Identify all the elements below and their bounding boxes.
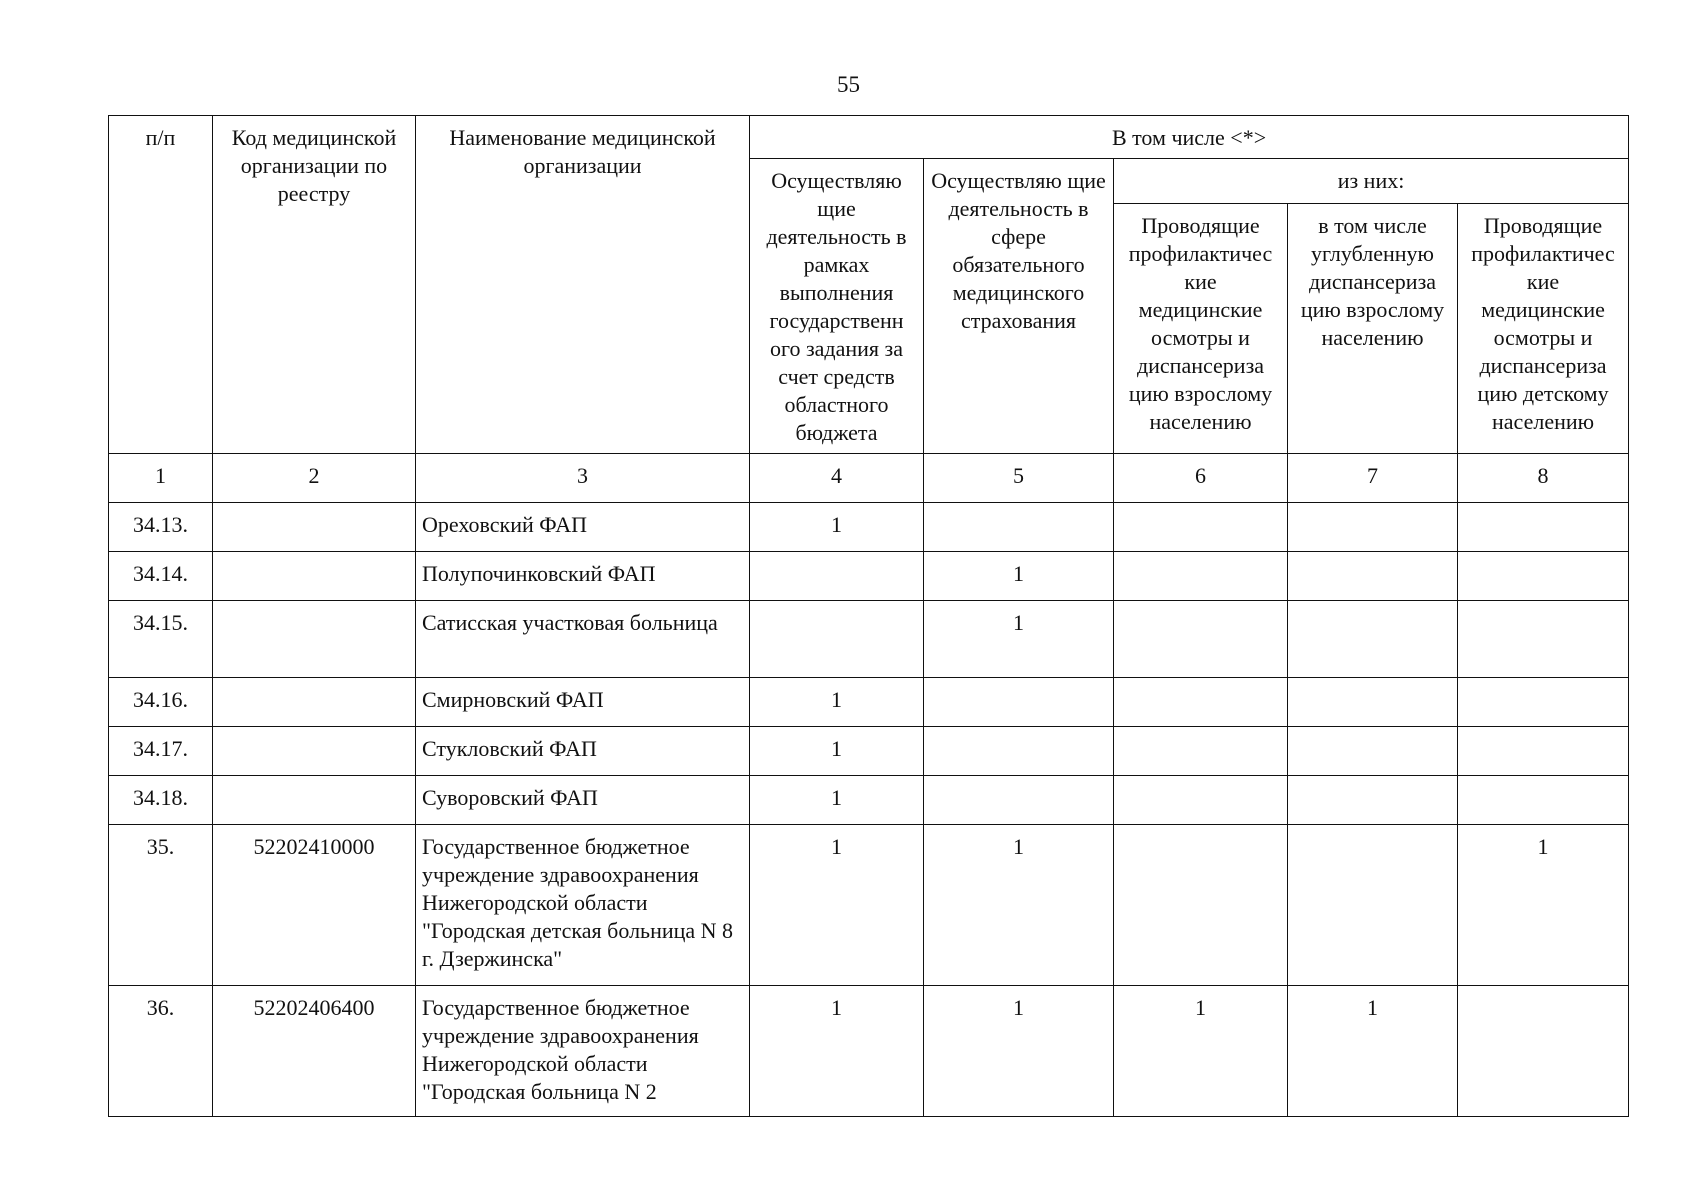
row-c4: 1 (750, 986, 924, 1117)
row-c8 (1458, 678, 1629, 727)
table-row (109, 986, 1629, 1117)
header-row (109, 116, 1629, 159)
row-code (213, 552, 416, 601)
row-c6 (1114, 727, 1288, 776)
numbering-cell: 7 (1288, 454, 1458, 503)
row-c4 (750, 601, 924, 678)
row-c6 (1114, 825, 1288, 986)
row-c4: 1 (750, 825, 924, 986)
row-code (213, 503, 416, 552)
row-c6 (1114, 678, 1288, 727)
table-row (109, 776, 1629, 825)
row-c7 (1288, 552, 1458, 601)
row-name: Ореховский ФАП (416, 503, 750, 552)
row-num: 34.16. (109, 678, 213, 727)
row-name: Суворовский ФАП (416, 776, 750, 825)
row-c7 (1288, 825, 1458, 986)
row-code (213, 776, 416, 825)
header-col8: Проводящие профилактичес кие медицинские осмотры и диспансериза цию детскому населению (1458, 203, 1629, 453)
row-c8 (1458, 986, 1629, 1117)
header-code: Код медицинской организации по реестру (213, 116, 416, 454)
row-c4: 1 (750, 727, 924, 776)
organizations-table (108, 115, 1629, 1117)
table-row (109, 727, 1629, 776)
row-num: 34.14. (109, 552, 213, 601)
row-c5 (924, 678, 1114, 727)
table-row (109, 678, 1629, 727)
numbering-row (109, 454, 1629, 503)
row-c7 (1288, 503, 1458, 552)
numbering-cell: 4 (750, 454, 924, 503)
numbering-cell: 2 (213, 454, 416, 503)
row-num: 34.17. (109, 727, 213, 776)
header-group: В том числе <*> (750, 116, 1629, 159)
row-c8 (1458, 601, 1629, 678)
row-c8 (1458, 552, 1629, 601)
row-name: Сатисская участковая больница (416, 601, 750, 678)
header-col7: в том числе углубленную диспансериза цию взрослому населению (1288, 203, 1458, 453)
row-c5 (924, 727, 1114, 776)
row-c4: 1 (750, 503, 924, 552)
table-row (109, 503, 1629, 552)
row-name: Стукловский ФАП (416, 727, 750, 776)
header-name: Наименование медицинской организации (416, 116, 750, 454)
row-code (213, 601, 416, 678)
header-col5: Осуществляю щие деятельность в сфере обязательного медицинского страхования (924, 159, 1114, 454)
row-c7 (1288, 678, 1458, 727)
row-code: 52202410000 (213, 825, 416, 986)
header-subgroup: из них: (1114, 159, 1629, 204)
row-num: 36. (109, 986, 213, 1117)
row-c5: 1 (924, 986, 1114, 1117)
row-c4: 1 (750, 776, 924, 825)
row-c6 (1114, 503, 1288, 552)
row-c7 (1288, 727, 1458, 776)
row-c8 (1458, 503, 1629, 552)
row-c7 (1288, 776, 1458, 825)
numbering-cell: 5 (924, 454, 1114, 503)
row-c5 (924, 503, 1114, 552)
page-number: 55 (837, 72, 860, 97)
row-num: 34.13. (109, 503, 213, 552)
row-c7 (1288, 601, 1458, 678)
table-row (109, 825, 1629, 986)
table-row (109, 552, 1629, 601)
row-c6: 1 (1114, 986, 1288, 1117)
row-c7: 1 (1288, 986, 1458, 1117)
row-c6 (1114, 776, 1288, 825)
row-c8: 1 (1458, 825, 1629, 986)
row-c5 (924, 776, 1114, 825)
numbering-cell: 8 (1458, 454, 1629, 503)
row-c6 (1114, 601, 1288, 678)
row-code: 52202406400 (213, 986, 416, 1117)
row-c6 (1114, 552, 1288, 601)
row-c4 (750, 552, 924, 601)
numbering-cell: 1 (109, 454, 213, 503)
header-col4: Осуществляю щие деятельность в рамках выполнения государственн ого задания за счет средств областного бюджета (750, 159, 924, 454)
header-col6: Проводящие профилактичес кие медицинские осмотры и диспансериза цию взрослому населению (1114, 203, 1288, 453)
row-name: Смирновский ФАП (416, 678, 750, 727)
row-c5: 1 (924, 825, 1114, 986)
numbering-cell: 6 (1114, 454, 1288, 503)
row-name: Полупочинковский ФАП (416, 552, 750, 601)
row-num: 35. (109, 825, 213, 986)
row-name: Государственное бюджетное учреждение здравоохранения Нижегородской области "Городская детская больница N 8 г. Дзержинска" (416, 825, 750, 986)
row-c4: 1 (750, 678, 924, 727)
row-num: 34.15. (109, 601, 213, 678)
row-num: 34.18. (109, 776, 213, 825)
row-code (213, 678, 416, 727)
row-code (213, 727, 416, 776)
header-num: п/п (109, 116, 213, 454)
row-name: Государственное бюджетное учреждение здравоохранения Нижегородской области "Городская больница N 2 (416, 986, 750, 1117)
numbering-cell: 3 (416, 454, 750, 503)
row-c5: 1 (924, 601, 1114, 678)
table-row (109, 601, 1629, 678)
row-c5: 1 (924, 552, 1114, 601)
row-c8 (1458, 727, 1629, 776)
row-c8 (1458, 776, 1629, 825)
